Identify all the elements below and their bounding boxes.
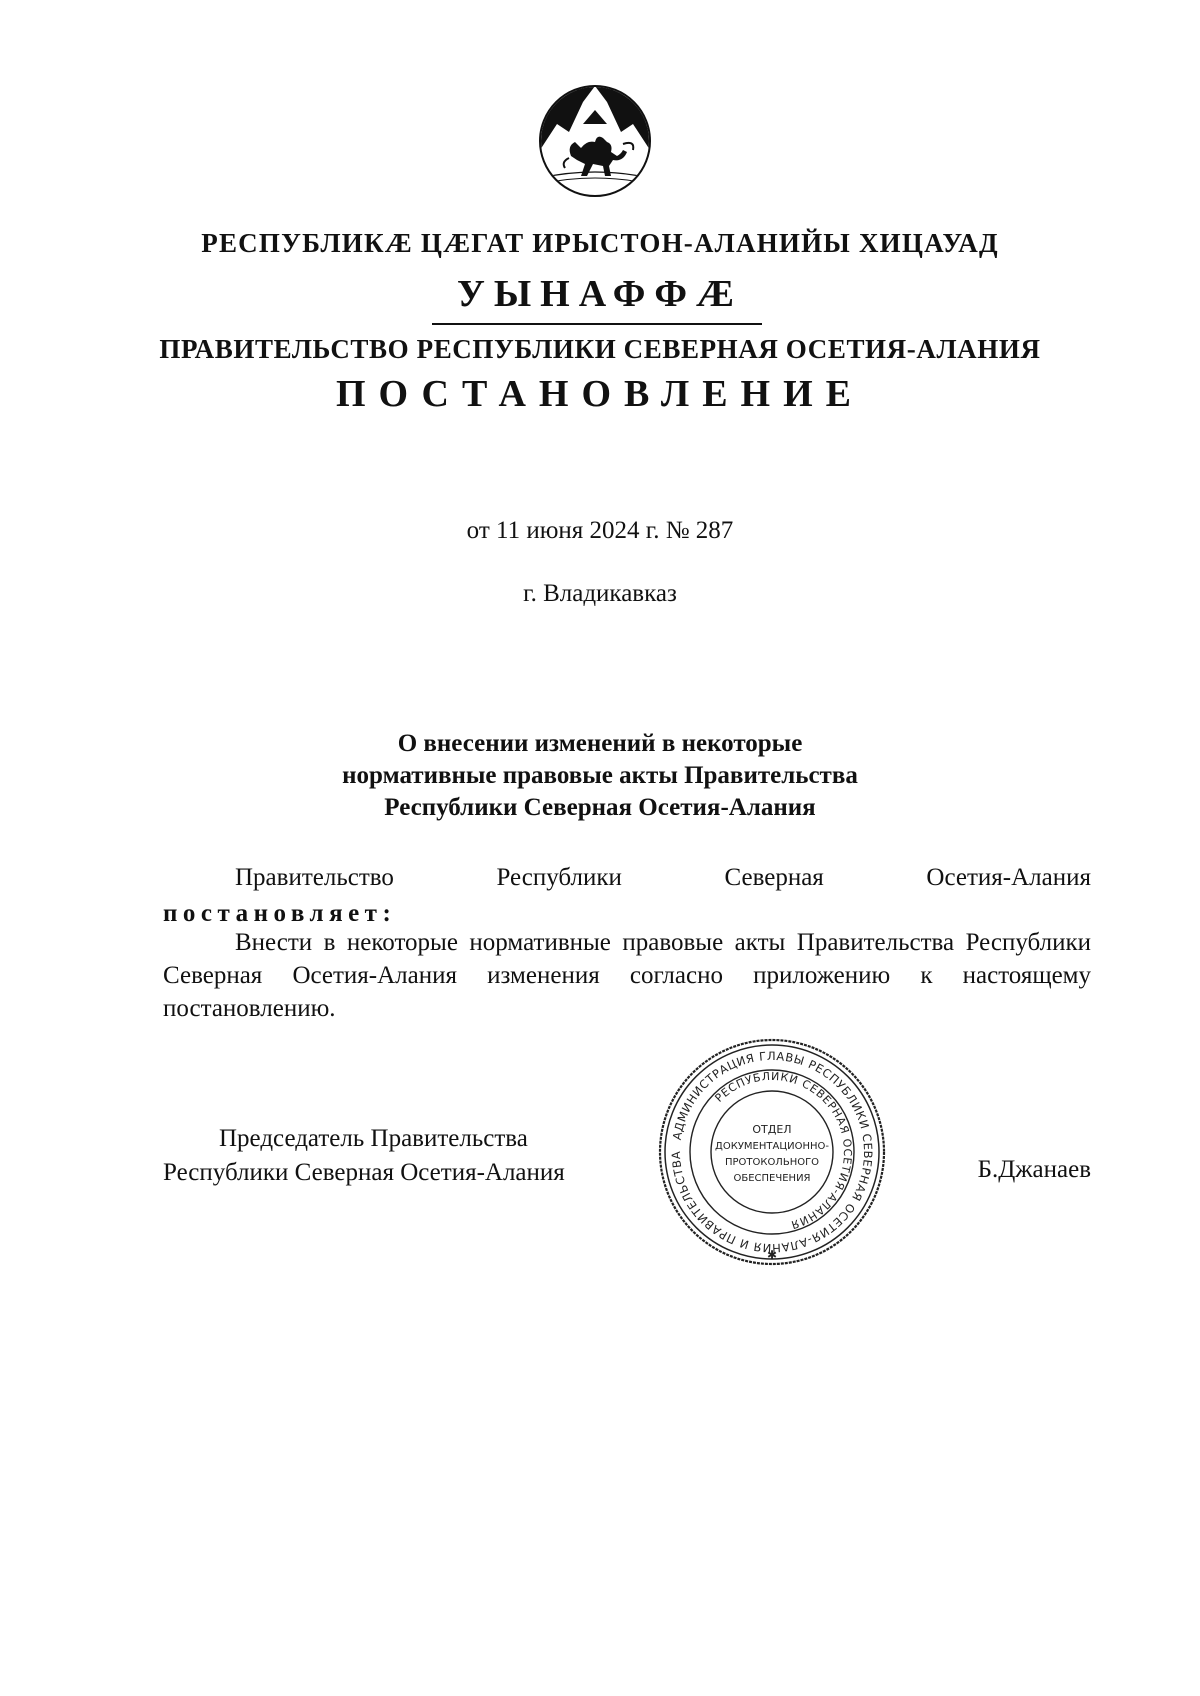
signatory-title-line: Республики Северная Осетия-Алания <box>163 1159 565 1186</box>
signatory-title-line: Председатель Правительства <box>219 1125 528 1152</box>
body-intro-word: Северная <box>724 864 824 891</box>
document-title-line: Республики Северная Осетия-Алания <box>384 794 816 821</box>
body-intro-word: Правительство <box>235 864 394 891</box>
document-date-number: от 11 июня 2024 г. № 287 <box>466 517 734 544</box>
coat-of-arms-emblem-icon <box>537 80 653 202</box>
stamp-center-line: ОТДЕЛ <box>752 1123 792 1136</box>
russian-organization-heading: ПРАВИТЕЛЬСТВО РЕСПУБЛИКИ СЕВЕРНАЯ ОСЕТИЯ-АЛАНИЯ <box>159 334 1041 364</box>
stamp-inner-ring-text: РЕСПУБЛИКИ СЕВЕРНАЯ ОСЕТИЯ-АЛАНИЯ <box>712 1069 855 1232</box>
body-resolves: постановляет: <box>163 900 397 927</box>
body-paragraph: Внести в некоторые нормативные правовые акты Правительства Республики Северная Осетия-Алания изменения согласно приложению к настоящему постановлению. <box>163 929 1091 1022</box>
signatory-title <box>163 1122 565 1190</box>
stamp-center-line: ОБЕСПЕЧЕНИЯ <box>733 1173 811 1184</box>
russian-document-type-heading: ПОСТАНОВЛЕНИЕ <box>335 373 865 415</box>
body-intro-word: Осетия-Алания <box>926 864 1091 891</box>
stamp-center-line: ДОКУМЕНТАЦИОННО- <box>715 1141 829 1152</box>
stamp-star-icon: ✱ <box>766 1248 778 1262</box>
stamp-center-line: ПРОТОКОЛЬНОГО <box>724 1157 820 1168</box>
signatory-name: Б.Джанаев <box>977 1156 1091 1183</box>
body-intro-word: Республики <box>496 864 622 891</box>
ossetian-document-type-heading: УЫНАФФӔ <box>456 273 744 315</box>
stamp-outer-ring-text: АДМИНИСТРАЦИЯ ГЛАВЫ РЕСПУБЛИКИ СЕВЕРНАЯ ОСЕТИЯ-АЛАНИЯ И ПРАВИТЕЛЬСТВА <box>668 1048 876 1256</box>
ossetian-organization-heading: РЕСПУБЛИКӔ ЦӔГАТ ИРЫСТОН-АЛАНИЙЫ ХИЦАУАД <box>201 228 999 258</box>
document-title-line: О внесении изменений в некоторые <box>397 730 803 757</box>
document-city: г. Владикавказ <box>523 580 677 607</box>
document-title-line: нормативные правовые акты Правительства <box>342 762 858 789</box>
body-intro-line <box>163 861 1091 894</box>
official-stamp-seal-icon <box>655 1035 889 1269</box>
document-title <box>0 728 1200 824</box>
header-divider <box>432 323 762 325</box>
